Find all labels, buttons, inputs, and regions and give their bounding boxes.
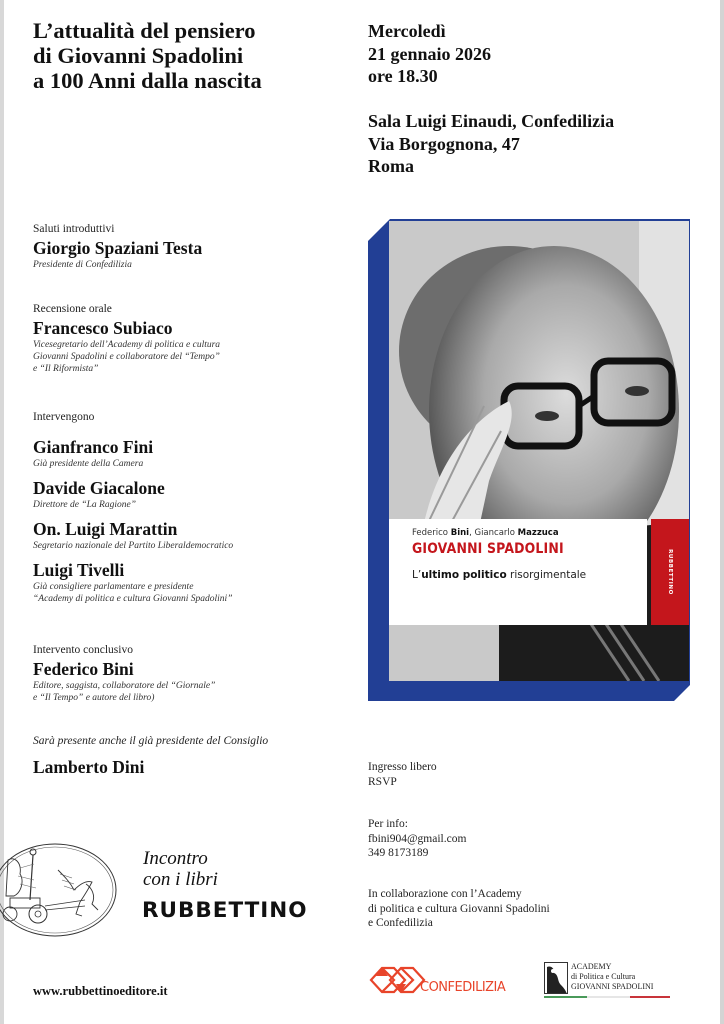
book-subtitle bbox=[412, 569, 586, 581]
speaker-role: Segretario nazionale del Partito Liberaldemocratico bbox=[33, 541, 234, 551]
program-speakers bbox=[33, 410, 353, 605]
title-line: a 100 Anni dalla nascita bbox=[33, 68, 262, 93]
speaker-role: e “Il Tempo” e autore del libro) bbox=[33, 693, 155, 703]
confedilizia-wordmark: CONFEDILIZIA bbox=[420, 980, 506, 995]
section-label: Sarà presente anche il già presidente del Consiglio bbox=[33, 735, 269, 747]
guest-name: Lamberto Dini bbox=[33, 757, 145, 777]
section-label: Intervengono bbox=[33, 411, 95, 423]
book-cover bbox=[368, 219, 690, 701]
speaker-name: Francesco Subiaco bbox=[33, 318, 173, 338]
speaker-item bbox=[33, 436, 353, 470]
title-line: di Giovanni Spadolini bbox=[33, 43, 244, 68]
event-title bbox=[33, 18, 353, 93]
section-label: Intervento conclusivo bbox=[33, 644, 133, 656]
speaker-role: Direttore de “La Ragione” bbox=[33, 500, 137, 510]
book-title: GIOVANNI SPADOLINI bbox=[412, 541, 564, 557]
author-separator: , bbox=[469, 528, 472, 538]
book-front bbox=[389, 221, 689, 681]
event-date bbox=[368, 20, 491, 88]
speaker-role: Già consigliere parlamentare e presidente bbox=[33, 582, 194, 592]
flag-white-line bbox=[587, 996, 630, 998]
author-first-name: Federico bbox=[412, 528, 449, 538]
speaker-name: Luigi Tivelli bbox=[33, 560, 125, 580]
speaker-role: Editore, saggista, collaboratore del “Giornale” bbox=[33, 681, 216, 691]
speaker-name: Federico Bini bbox=[33, 659, 134, 679]
contact-label: Per info: bbox=[368, 818, 408, 830]
speaker-item bbox=[33, 559, 353, 605]
academy-line: GIOVANNI SPADOLINI bbox=[571, 982, 654, 991]
flag-red-line bbox=[630, 996, 670, 998]
publisher-logo: RUBBETTINO bbox=[142, 898, 308, 923]
academy-text bbox=[571, 962, 653, 992]
speaker-item bbox=[33, 477, 353, 511]
speaker-role: Vicesegretario dell’Academy di politica e cultura bbox=[33, 340, 221, 350]
speaker-role: Presidente di Confedilizia bbox=[33, 260, 132, 270]
flag-green-line bbox=[544, 996, 587, 998]
speaker-name: Giorgio Spaziani Testa bbox=[33, 238, 203, 258]
series-title bbox=[143, 848, 218, 890]
author-last-name: Bini bbox=[450, 528, 470, 538]
program-closing bbox=[33, 643, 353, 704]
weekday: Mercoledì bbox=[368, 21, 446, 41]
chariot-medallion-icon bbox=[0, 840, 118, 938]
website-link[interactable]: www.rubbettinoeditore.it bbox=[33, 984, 168, 998]
academy-line: di Politica e Cultura bbox=[571, 972, 636, 981]
speaker-name: Gianfranco Fini bbox=[33, 437, 154, 457]
speaker-item bbox=[33, 518, 353, 552]
contact-info bbox=[368, 817, 466, 861]
venue-name: Sala Luigi Einaudi, Confedilizia bbox=[368, 111, 615, 131]
confedilizia-logo bbox=[368, 958, 518, 998]
venue-address: Via Borgognona, 47 bbox=[368, 133, 520, 154]
speaker-name: On. Luigi Marattin bbox=[33, 519, 178, 539]
venue-city: Roma bbox=[368, 156, 414, 176]
contact-email[interactable]: fbini904@gmail.com bbox=[368, 832, 467, 845]
series-line: con i libri bbox=[143, 869, 218, 890]
program-review bbox=[33, 302, 353, 375]
cover-publisher-band bbox=[651, 519, 689, 625]
collaboration-info bbox=[368, 887, 550, 931]
subtitle-bold: ultimo politico bbox=[421, 569, 507, 581]
title-line: L’attualità del pensiero bbox=[33, 18, 256, 43]
speaker-role: Giovanni Spadolini e collaboratore del “Tempo” bbox=[33, 352, 220, 362]
author-first-name: Giancarlo bbox=[474, 528, 515, 538]
rsvp: RSVP bbox=[368, 775, 397, 788]
program-guest bbox=[33, 734, 353, 778]
section-label: Recensione orale bbox=[33, 303, 112, 315]
academy-line: ACADEMY bbox=[571, 962, 612, 971]
entry-free: Ingresso libero bbox=[368, 761, 437, 773]
collab-line: di politica e cultura Giovanni Spadolini bbox=[368, 902, 550, 915]
author-last-name: Mazzuca bbox=[517, 528, 559, 538]
subtitle-suffix: risorgimentale bbox=[510, 569, 587, 581]
collab-line: e Confedilizia bbox=[368, 917, 433, 929]
speaker-role: e “Il Riformista” bbox=[33, 364, 99, 374]
series-line: Incontro bbox=[143, 848, 208, 869]
event-venue bbox=[368, 110, 614, 178]
contact-phone: 349 8173189 bbox=[368, 847, 429, 859]
section-label: Saluti introduttivi bbox=[33, 223, 115, 235]
subtitle-prefix: L’ bbox=[412, 569, 422, 581]
speaker-role: Già presidente della Camera bbox=[33, 459, 144, 469]
academy-logo bbox=[544, 962, 674, 998]
book-authors bbox=[412, 528, 559, 538]
page-edge-right bbox=[720, 0, 724, 1024]
cover-publisher: RUBBETTINO bbox=[667, 549, 673, 595]
date: 21 gennaio 2026 bbox=[368, 43, 492, 64]
speaker-role: “Academy di politica e cultura Giovanni Spadolini” bbox=[33, 594, 233, 604]
speaker-name: Davide Giacalone bbox=[33, 478, 165, 498]
collab-line: In collaborazione con l’Academy bbox=[368, 888, 522, 900]
entry-info bbox=[368, 760, 437, 789]
time: ore 18.30 bbox=[368, 66, 438, 86]
academy-emblem-icon bbox=[544, 962, 568, 994]
program-greetings bbox=[33, 222, 353, 271]
